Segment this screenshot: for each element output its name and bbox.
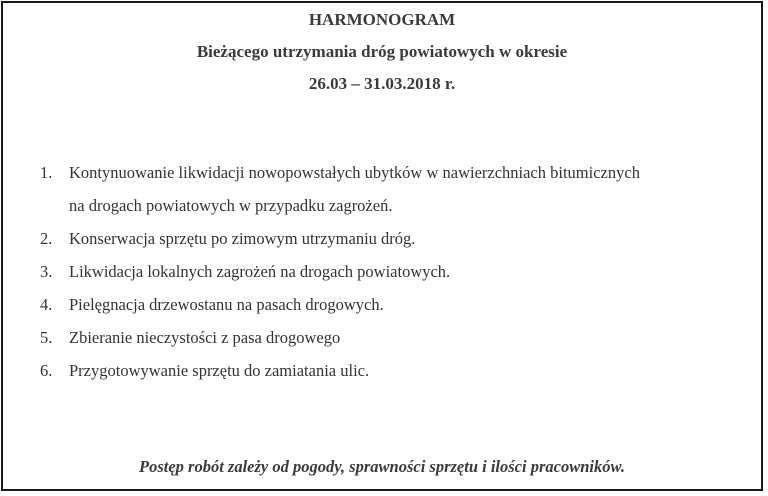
task-number: 4. — [40, 295, 53, 314]
task-item-5 — [3, 321, 763, 354]
document-title: HARMONOGRAM — [308, 10, 456, 29]
task-item-4 — [3, 288, 763, 321]
task-text: Przygotowywanie sprzętu do zamiatania ulic. — [69, 361, 370, 380]
task-text: Zbieranie nieczystości z pasa drogowego — [69, 328, 341, 347]
document-header — [3, 9, 761, 105]
task-text: Likwidacja lokalnych zagrożeń na drogach powiatowych. — [69, 262, 451, 281]
task-number: 1. — [40, 163, 53, 182]
task-number: 3. — [40, 262, 53, 281]
footer-note: Postęp robót zależy od pogody, sprawności sprzętu i ilości pracowników. — [138, 457, 625, 476]
document-frame — [1, 1, 763, 491]
task-item-3 — [3, 255, 763, 288]
task-item-6 — [3, 354, 763, 387]
task-text: Kontynuowanie likwidacji nowopowstałych ubytków w nawierzchniach bitumicznych — [69, 163, 640, 182]
task-text: Pielęgnacja drzewostanu na pasach drogowych. — [69, 295, 384, 314]
document-subtitle: Bieżącego utrzymania dróg powiatowych w okresie — [196, 42, 568, 61]
task-list — [3, 156, 763, 387]
task-text: Konserwacja sprzętu po zimowym utrzymaniu dróg. — [69, 229, 416, 248]
task-item-2 — [3, 222, 763, 255]
task-number: 6. — [40, 361, 53, 380]
task-item-1 — [3, 156, 763, 222]
task-number: 2. — [40, 229, 53, 248]
task-text-continuation: na drogach powiatowych w przypadku zagrożeń. — [69, 196, 393, 215]
document-period: 26.03 – 31.03.2018 r. — [308, 74, 456, 93]
task-number: 5. — [40, 328, 53, 347]
